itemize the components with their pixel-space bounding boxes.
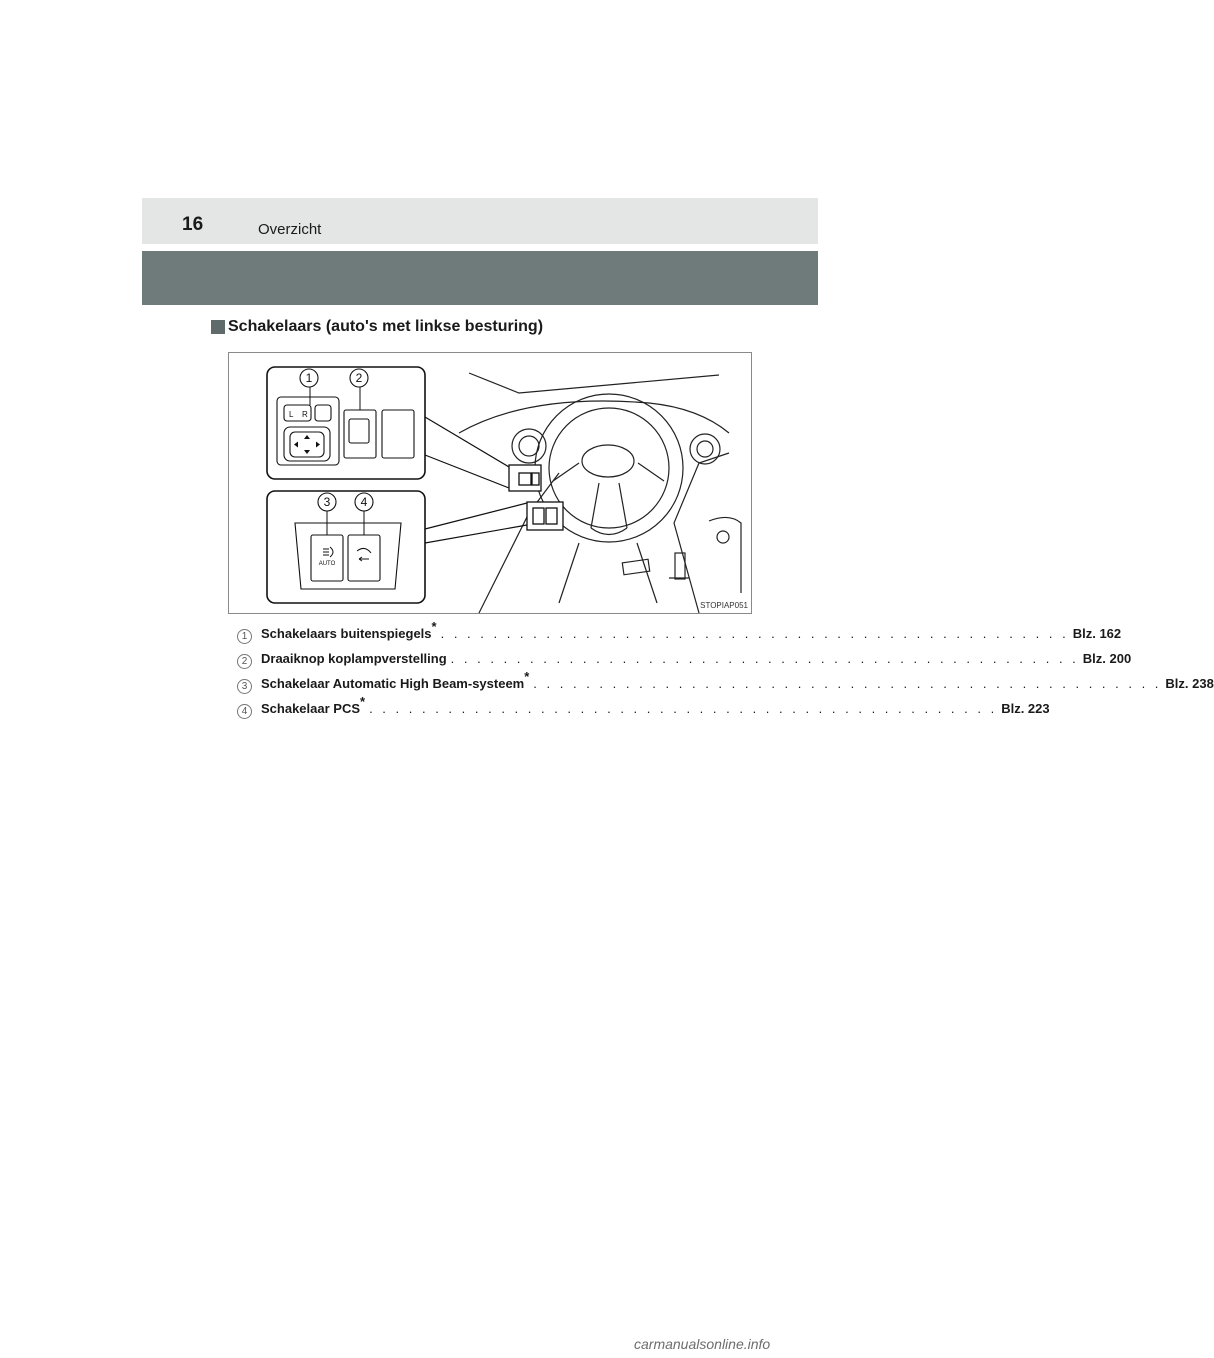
- asterisk-mark: *: [360, 693, 366, 709]
- dot-leader: . . . . . . . . . . . . . . . . . . . . . . . . . . . . . . . . . . . . . . . . . . . . . . . .: [533, 676, 1162, 691]
- asterisk-mark: *: [524, 668, 530, 684]
- header-band: [142, 198, 818, 244]
- asterisk-mark: *: [431, 618, 437, 634]
- item-page-ref[interactable]: Blz. 200: [1082, 651, 1132, 666]
- item-label: Schakelaar PCS*: [261, 693, 366, 716]
- heading-square-icon: [211, 320, 225, 334]
- item-number-badge: 4: [237, 704, 252, 719]
- dot-leader: . . . . . . . . . . . . . . . . . . . . . . . . . . . . . . . . . . . . . . . . . . . . . . . .: [440, 626, 1069, 641]
- title-band: [142, 251, 818, 305]
- callout-1: 1: [305, 371, 313, 385]
- page-number: 16: [182, 214, 204, 235]
- list-item: [237, 618, 1122, 651]
- reference-list: [237, 618, 1214, 726]
- item-label: Schakelaar Automatic High Beam-systeem*: [261, 668, 530, 691]
- auto-label: AUTO: [318, 561, 336, 567]
- mirror-l-letter: L: [289, 410, 294, 419]
- dot-leader: . . . . . . . . . . . . . . . . . . . . . . . . . . . . . . . . . . . . . . . . . . . . . . . .: [450, 651, 1079, 666]
- list-item: [237, 693, 1050, 726]
- item-label: Draaiknop koplampverstelling: [261, 651, 447, 666]
- section-name: Overzicht: [258, 221, 322, 238]
- item-page-ref[interactable]: Blz. 223: [1001, 701, 1050, 716]
- callout-2: 2: [355, 371, 363, 385]
- section-heading: [211, 316, 543, 338]
- figure-code: STOPIAP051: [700, 601, 748, 610]
- callout-3: 3: [323, 495, 331, 509]
- list-item: [237, 651, 1132, 676]
- watermark: carmanualsonline.info: [634, 1336, 771, 1352]
- item-number-badge: 2: [237, 654, 252, 669]
- item-page-ref[interactable]: Blz. 238: [1165, 676, 1214, 691]
- mirror-r-letter: R: [302, 410, 308, 419]
- dot-leader: . . . . . . . . . . . . . . . . . . . . . . . . . . . . . . . . . . . . . . . . . . . . . . . .: [369, 701, 998, 716]
- callout-4: 4: [360, 495, 368, 509]
- item-label: Schakelaars buitenspiegels*: [261, 618, 437, 641]
- item-number-badge: 3: [237, 679, 252, 694]
- switches-figure: [228, 352, 752, 614]
- list-item: [237, 668, 1214, 701]
- item-number-badge: 1: [237, 629, 252, 644]
- switches-illustration: [229, 353, 751, 613]
- heading-text: Schakelaars (auto's met linkse besturing): [228, 318, 544, 335]
- item-page-ref[interactable]: Blz. 162: [1072, 626, 1122, 641]
